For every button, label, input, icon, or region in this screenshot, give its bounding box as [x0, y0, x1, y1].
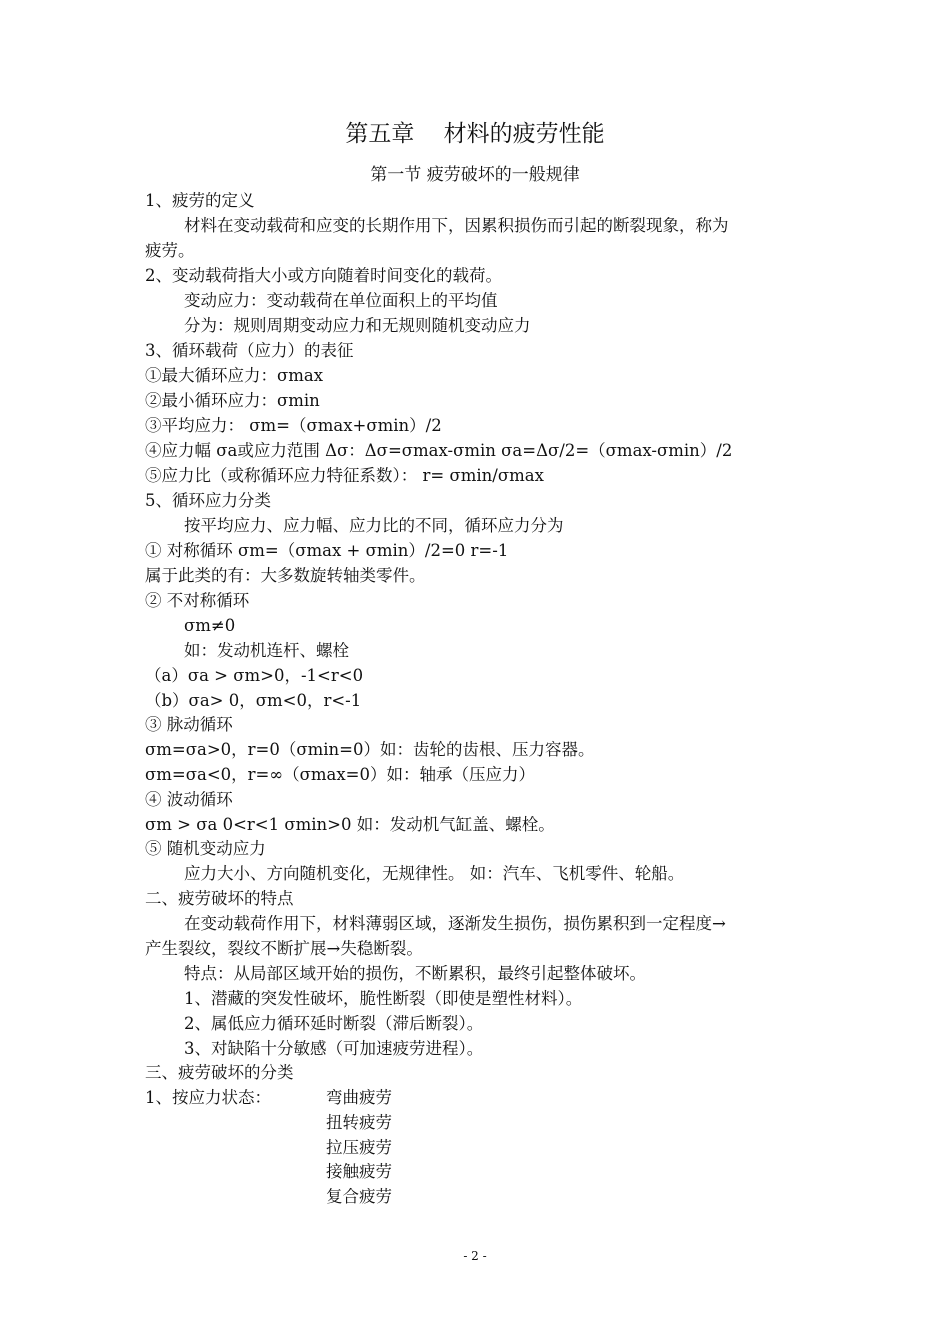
list-item: 3、对缺陷十分敏感（可加速疲劳进程）。	[184, 1039, 484, 1058]
list-item: 1、潜藏的突发性破坏，脆性断裂（即使是塑性材料）。	[184, 989, 583, 1008]
heading-failure-characteristics: 二、疲劳破坏的特点	[145, 889, 294, 908]
heading-cyclic-load: 3、循环载荷（应力）的表征	[145, 341, 354, 360]
paragraph-line: 应力大小、方向随机变化，无规律性。 如：汽车、飞机零件、轮船。	[184, 864, 685, 883]
list-item: ③ 脉动循环	[145, 715, 233, 734]
list-item: ④ 波动循环	[145, 790, 233, 809]
paragraph-line: 分为：规则周期变动应力和无规则随机变动应力	[184, 316, 531, 335]
formula-line: ④应力幅 σa或应力范围 Δσ：Δσ=σmax-σmin σa=Δσ/2=（σmax-σmin）/2	[145, 441, 733, 460]
formula-line: ②最小循环应力：σmin	[145, 391, 320, 410]
formula-line: （b）σa> 0，σm<0，r<-1	[145, 691, 362, 710]
formula-line: ① 对称循环 σm=（σmax + σmin）/2=0 r=-1	[145, 541, 509, 560]
paragraph-line: 疲劳。	[145, 241, 195, 260]
fatigue-type: 弯曲疲劳	[326, 1088, 392, 1107]
paragraph-line: 按平均应力、应力幅、应力比的不同，循环应力分为	[184, 516, 564, 535]
heading-failure-classification: 三、疲劳破坏的分类	[145, 1063, 294, 1082]
fatigue-type: 接触疲劳	[326, 1162, 392, 1181]
chapter-title: 第五章 材料的疲劳性能	[345, 121, 605, 147]
fatigue-type: 扭转疲劳	[326, 1113, 392, 1132]
heading-fatigue-definition: 1、疲劳的定义	[145, 191, 255, 210]
paragraph-line: 属于此类的有：大多数旋转轴类零件。	[145, 566, 426, 585]
formula-line: ③平均应力： σm=（σmax+σmin）/2	[145, 416, 442, 435]
paragraph-line: 在变动载荷作用下，材料薄弱区域，逐渐发生损伤，损伤累积到一定程度→	[184, 914, 726, 933]
formula-line: σm=σa<0，r=∞（σmax=0）如：轴承（压应力）	[145, 765, 535, 784]
paragraph-line: 材料在变动载荷和应变的长期作用下，因累积损伤而引起的断裂现象，称为	[184, 216, 729, 235]
fatigue-type: 复合疲劳	[326, 1187, 392, 1206]
section-title: 第一节 疲劳破坏的一般规律	[370, 165, 580, 185]
list-item: ⑤ 随机变动应力	[145, 839, 266, 858]
paragraph-line: 产生裂纹，裂纹不断扩展→失稳断裂。	[145, 939, 423, 958]
paragraph-line: 变动应力：变动载荷在单位面积上的平均值	[184, 291, 498, 310]
heading-variable-load: 2、变动载荷指大小或方向随着时间变化的载荷。	[145, 266, 502, 285]
list-item: 2、属低应力循环延时断裂（滞后断裂）。	[184, 1014, 484, 1033]
formula-line: ①最大循环应力：σmax	[145, 366, 324, 385]
list-item: ② 不对称循环	[145, 591, 250, 610]
fatigue-type: 拉压疲劳	[326, 1138, 392, 1157]
paragraph-line: 特点：从局部区域开始的损伤，不断累积，最终引起整体破坏。	[184, 964, 646, 983]
formula-line: ⑤应力比（或称循环应力特征系数）： r= σmin/σmax	[145, 466, 544, 485]
formula-line: σm=σa>0，r=0（σmin=0）如：齿轮的齿根、压力容器。	[145, 740, 595, 759]
formula-line: σm≠0	[184, 616, 236, 635]
page-number: - 2 -	[463, 1249, 487, 1263]
heading-cycle-classification: 5、循环应力分类	[145, 491, 271, 510]
formula-line: σm > σa 0<r<1 σmin>0 如：发动机气缸盖、螺栓。	[145, 815, 555, 834]
formula-line: （a）σa > σm>0，-1<r<0	[145, 666, 364, 685]
list-item: 1、按应力状态：	[145, 1088, 271, 1107]
paragraph-line: 如：发动机连杆、螺栓	[184, 641, 349, 660]
